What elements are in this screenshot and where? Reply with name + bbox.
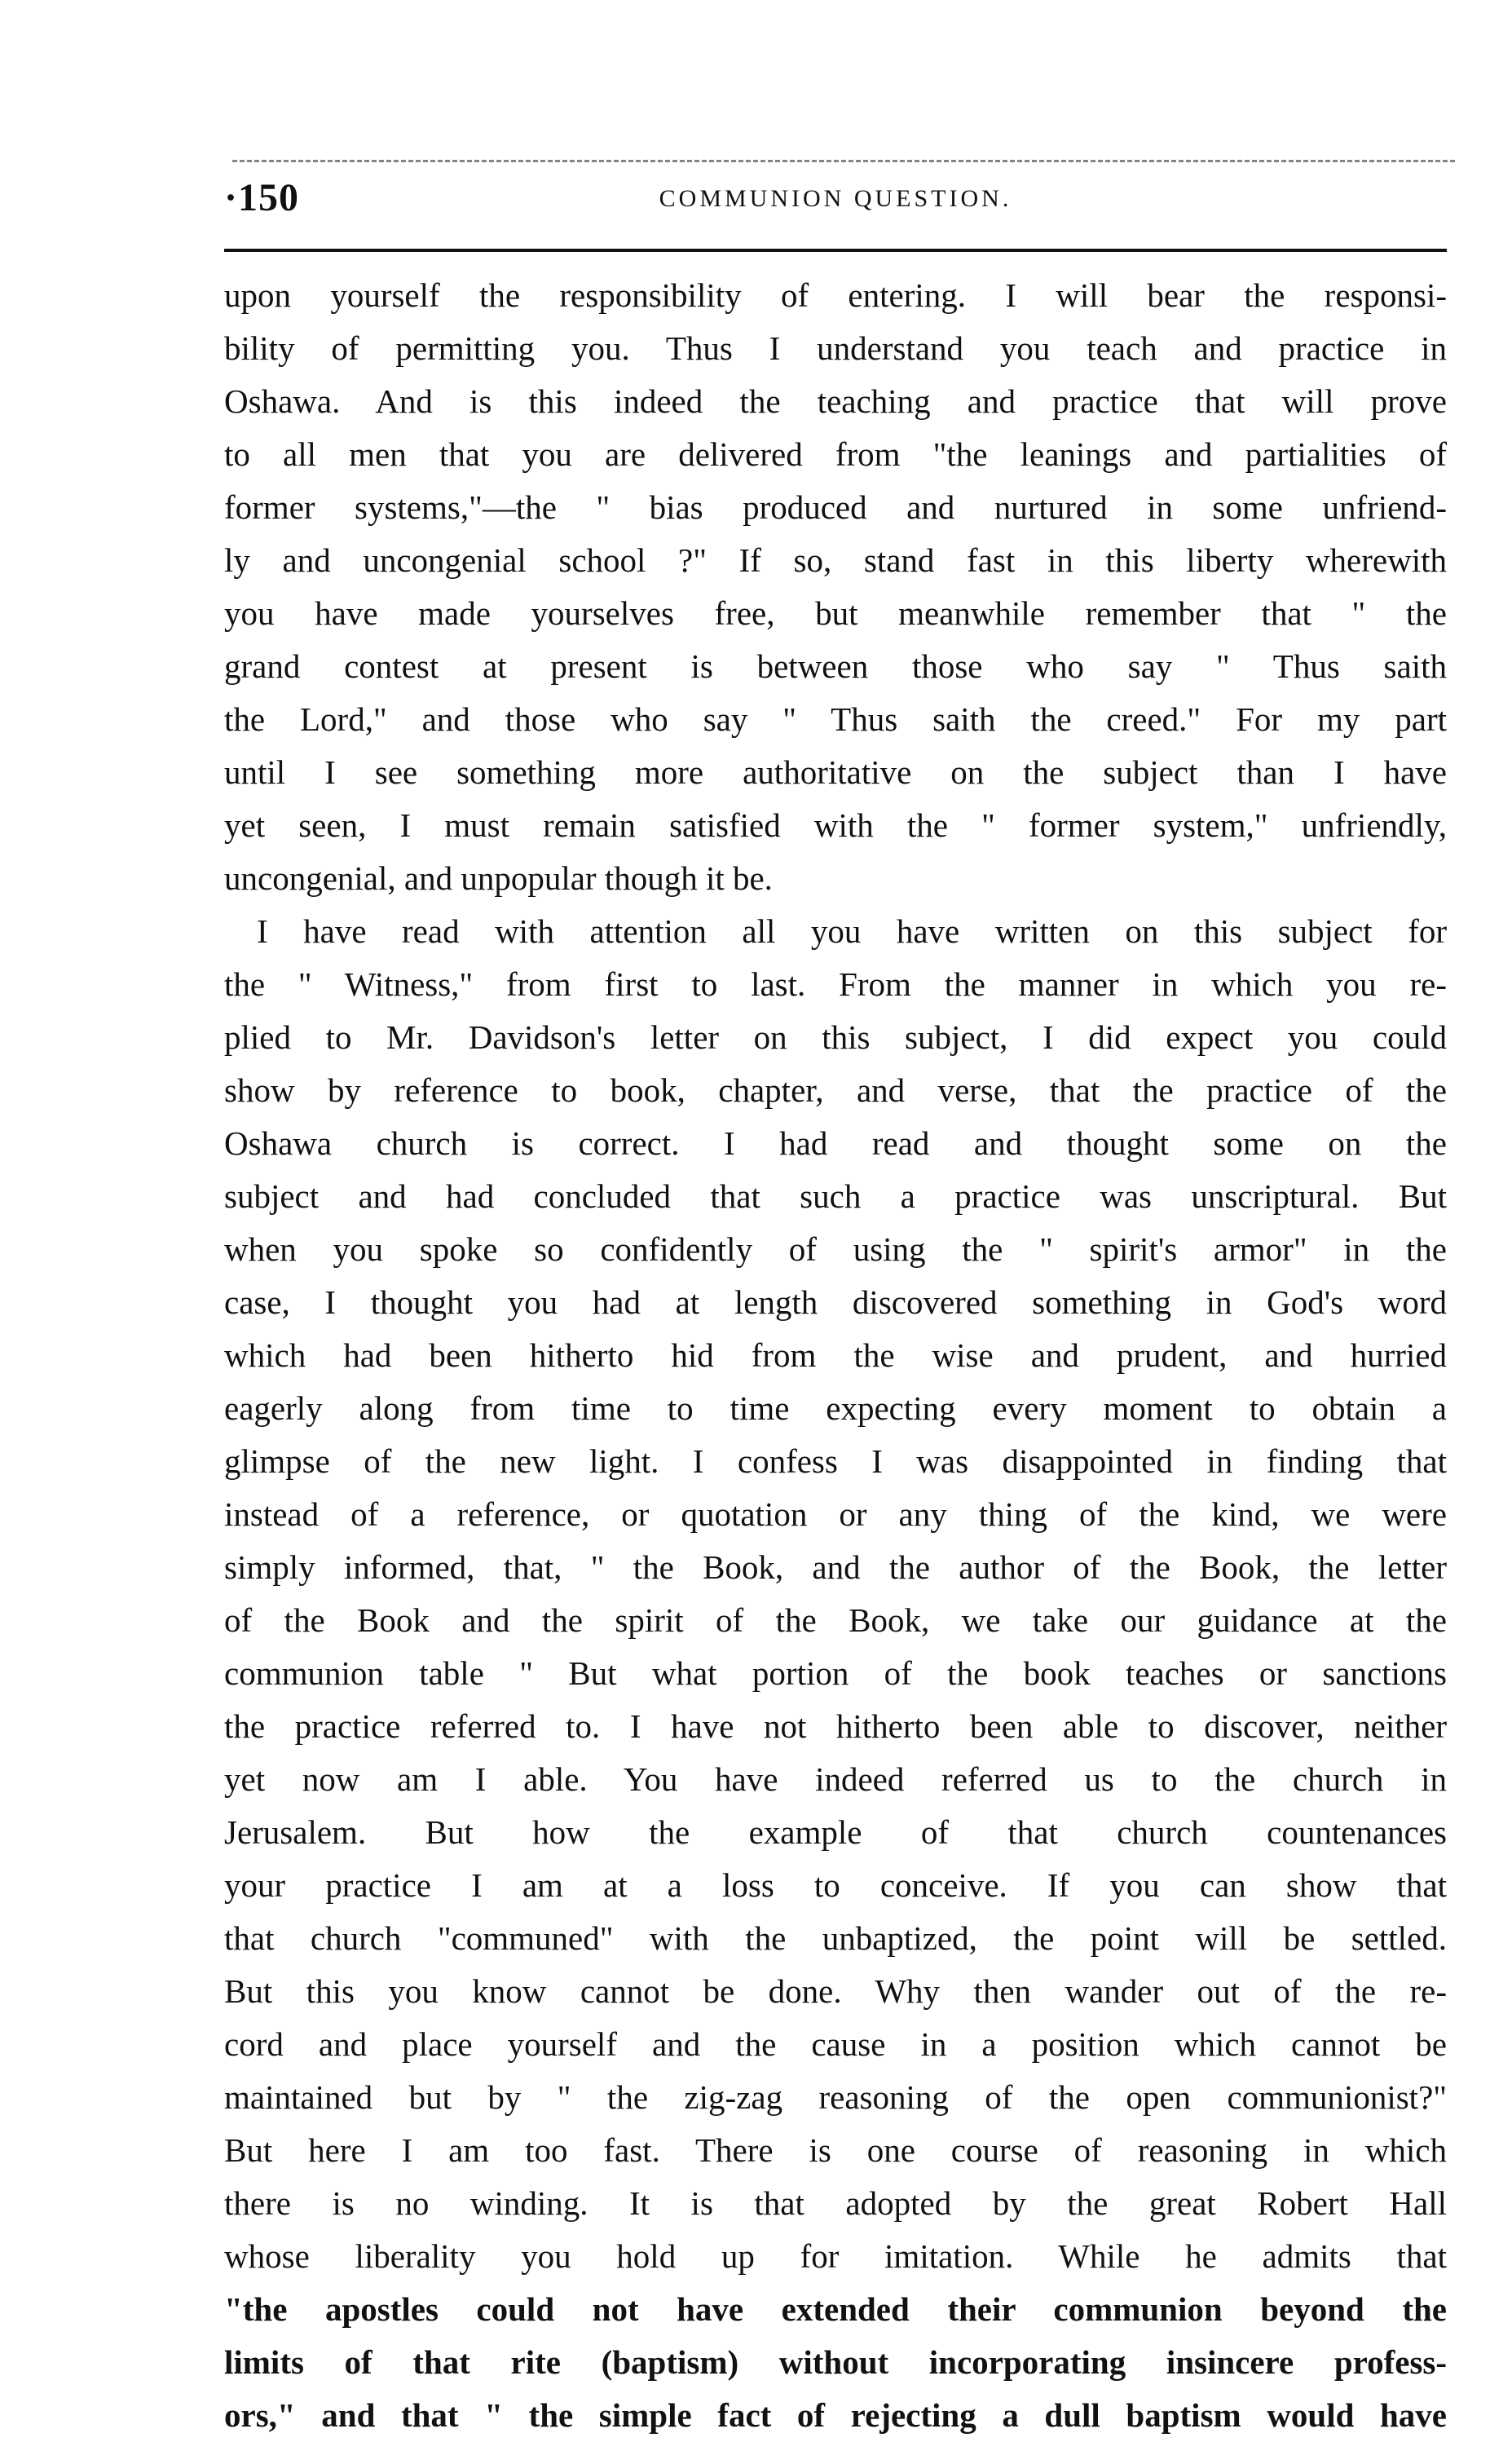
text-line: to all men that you are delivered from "the leanings and partialities of — [224, 435, 1447, 473]
text-line: ors," and that " the simple fact of rejecting a dull baptism would have — [224, 2396, 1447, 2434]
text-line: uncongenial, and unpopular though it be. — [224, 859, 773, 897]
text-line: Jerusalem. But how the example of that church countenances — [224, 1813, 1447, 1851]
text-line: limits of that rite (baptism) without incorporating insincere profess- — [224, 2343, 1447, 2381]
page-number: ·150 — [224, 176, 300, 219]
text-line: "the apostles could not have extended their communion beyond the — [224, 2290, 1447, 2328]
text-line: which had been hitherto hid from the wise and prudent, and hurried — [224, 1336, 1447, 1374]
text-line: show by reference to book, chapter, and verse, that the practice of the — [224, 1071, 1447, 1109]
text-line: that church "communed" with the unbaptized, the point will be settled. — [224, 1919, 1447, 1957]
text-line: the " Witness," from first to last. From the manner in which you re- — [224, 965, 1447, 1003]
text-line: you have made yourselves free, but meanwhile remember that " the — [224, 594, 1447, 632]
text-line: there is no winding. It is that adopted by the great Robert Hall — [224, 2184, 1447, 2222]
body-text — [224, 269, 1447, 2442]
text-line: simply informed, that, " the Book, and the author of the Book, the letter — [224, 1548, 1447, 1586]
text-line: whose liberality you hold up for imitation. While he admits that — [224, 2237, 1447, 2275]
text-line: former systems,"—the " bias produced and nurtured in some unfriend- — [224, 488, 1447, 526]
top-dashed-rule — [232, 160, 1455, 162]
text-line: But this you know cannot be done. Why then wander out of the re- — [224, 1972, 1447, 2010]
header-rule — [224, 249, 1447, 252]
text-line: yet seen, I must remain satisfied with the " former system," unfriendly, — [224, 806, 1447, 844]
text-line: until I see something more authoritative on the subject than I have — [224, 753, 1447, 791]
text-line: upon yourself the responsibility of entering. I will bear the responsi- — [224, 276, 1447, 314]
text-line: communion table " But what portion of the book teaches or sanctions — [224, 1654, 1447, 1692]
text-line: glimpse of the new light. I confess I was disappointed in finding that — [224, 1442, 1447, 1480]
text-line: case, I thought you had at length discovered something in God's word — [224, 1283, 1447, 1321]
text-line: subject and had concluded that such a practice was unscriptural. But — [224, 1177, 1447, 1215]
running-title: COMMUNION QUESTION. — [659, 185, 1012, 212]
text-line: eagerly along from time to time expecting every moment to obtain a — [224, 1389, 1447, 1427]
text-line: grand contest at present is between those who say " Thus saith — [224, 647, 1447, 685]
text-line: maintained but by " the zig-zag reasoning of the open communionist?" — [224, 2078, 1447, 2116]
page-header — [224, 175, 1447, 232]
text-line: when you spoke so confidently of using the " spirit's armor" in the — [224, 1230, 1447, 1268]
text-line: instead of a reference, or quotation or any thing of the kind, we were — [224, 1495, 1447, 1533]
text-line: cord and place yourself and the cause in a position which cannot be — [224, 2025, 1447, 2063]
text-line: ly and uncongenial school ?" If so, stand fast in this liberty wherewith — [224, 541, 1447, 579]
text-line: Oshawa church is correct. I had read and thought some on the — [224, 1124, 1447, 1162]
text-line: bility of permitting you. Thus I understand you teach and practice in — [224, 329, 1447, 367]
text-line: the practice referred to. I have not hitherto been able to discover, neither — [224, 1707, 1447, 1745]
text-line: your practice I am at a loss to conceive. If you can show that — [224, 1866, 1447, 1904]
text-line: I have read with attention all you have written on this subject for — [257, 912, 1447, 950]
text-line: yet now am I able. You have indeed referred us to the church in — [224, 1760, 1447, 1798]
text-line: Oshawa. And is this indeed the teaching and practice that will prove — [224, 382, 1447, 420]
text-line: But here I am too fast. There is one course of reasoning in which — [224, 2131, 1447, 2169]
text-line: plied to Mr. Davidson's letter on this subject, I did expect you could — [224, 1018, 1447, 1056]
text-line: of the Book and the spirit of the Book, we take our guidance at the — [224, 1601, 1447, 1639]
text-line: the Lord," and those who say " Thus saith the creed." For my part — [224, 700, 1447, 738]
